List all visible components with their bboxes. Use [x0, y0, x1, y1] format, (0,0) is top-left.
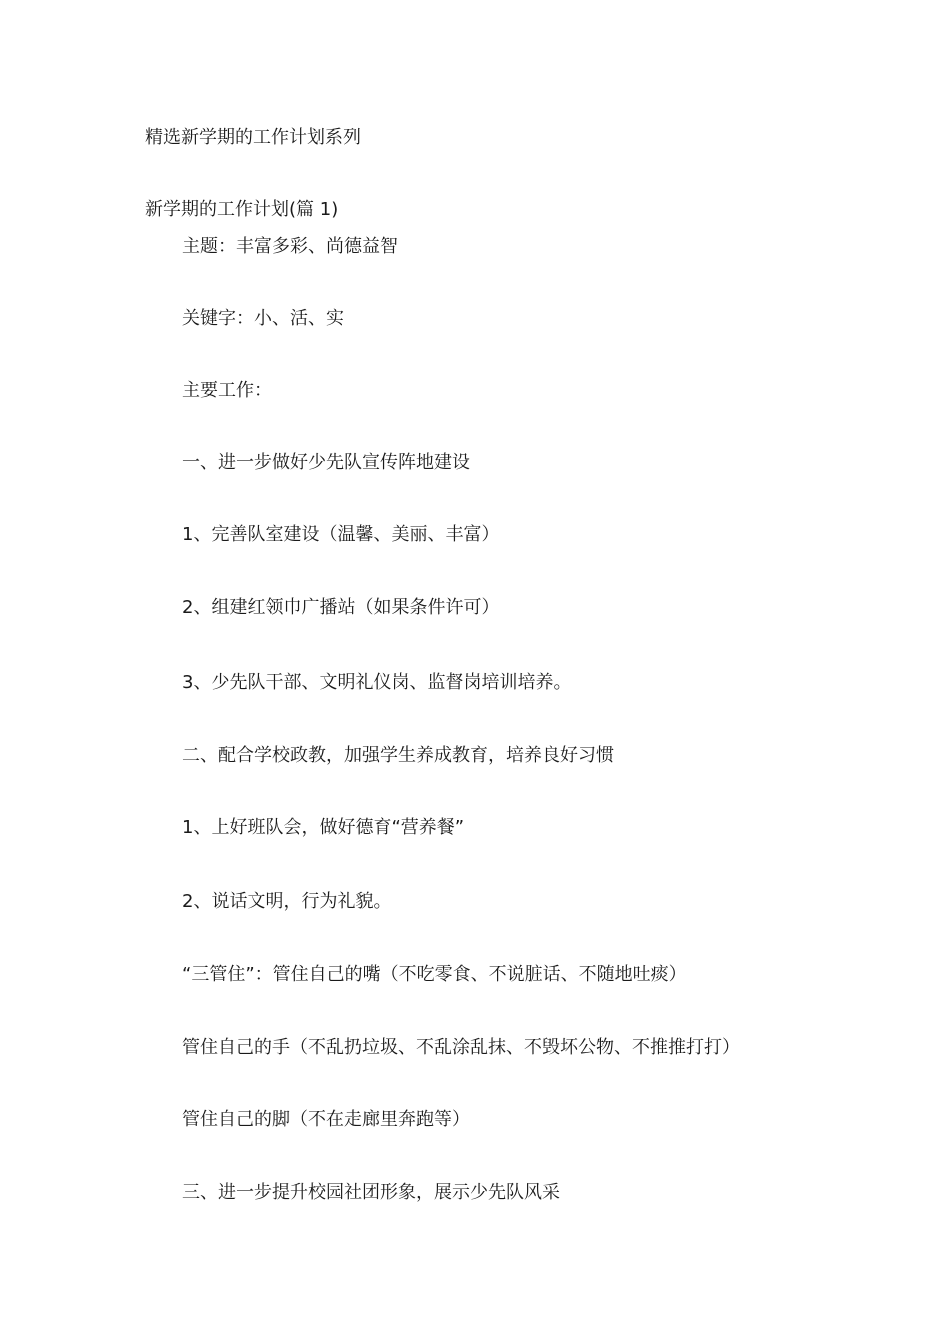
paragraph-item-2-1: 1、上好班队会，做好德育“营养餐” — [182, 817, 465, 838]
paragraph-control-feet: 管住自己的脚（不在走廊里奔跑等） — [182, 1109, 470, 1130]
document-title: 精选新学期的工作计划系列 — [145, 127, 361, 148]
paragraph-section-three: 三、进一步提升校园社团形象，展示少先队风采 — [182, 1182, 560, 1203]
paragraph-three-control: “三管住”：管住自己的嘴（不吃零食、不说脏话、不随地吐痰） — [182, 964, 687, 985]
paragraph-item-1-1: 1、完善队室建设（温馨、美丽、丰富） — [182, 524, 500, 545]
section-heading: 新学期的工作计划(篇 1) — [145, 199, 339, 220]
paragraph-theme: 主题：丰富多彩、尚德益智 — [182, 236, 398, 257]
paragraph-item-1-3: 3、少先队干部、文明礼仪岗、监督岗培训培养。 — [182, 672, 572, 693]
paragraph-main-work: 主要工作： — [182, 380, 272, 401]
paragraph-item-2-2: 2、说话文明，行为礼貌。 — [182, 891, 392, 912]
paragraph-section-two: 二、配合学校政教，加强学生养成教育，培养良好习惯 — [182, 745, 614, 766]
paragraph-section-one: 一、进一步做好少先队宣传阵地建设 — [182, 452, 470, 473]
paragraph-keywords: 关键字：小、活、实 — [182, 308, 344, 329]
paragraph-item-1-2: 2、组建红领巾广播站（如果条件许可） — [182, 597, 500, 618]
paragraph-control-hands: 管住自己的手（不乱扔垃圾、不乱涂乱抹、不毁坏公物、不推推打打） — [182, 1037, 740, 1058]
